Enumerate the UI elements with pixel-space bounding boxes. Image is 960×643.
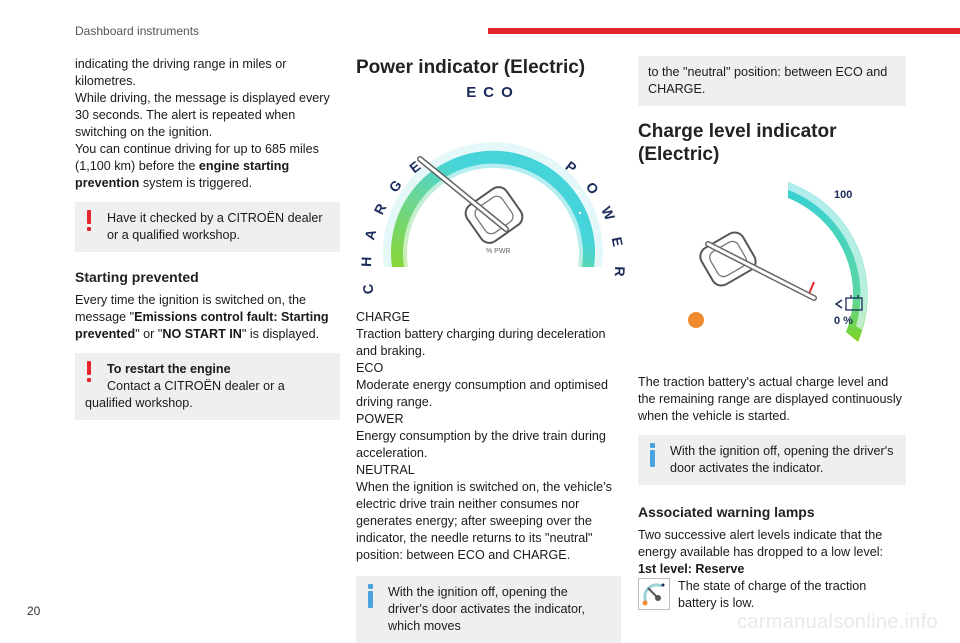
warning-exclamation-icon: [87, 210, 92, 232]
def-item: [356, 360, 621, 411]
gauge-letter: E: [608, 235, 627, 248]
starting-prevented-heading: Starting prevented: [75, 269, 199, 285]
warning-text: Have it checked by a CITROËN dealer or a qualified workshop.: [107, 211, 323, 242]
reserve-lamp-desc: The state of charge of the traction battery is low.: [678, 579, 867, 610]
intro-bold: engine starting prevention: [75, 159, 290, 190]
warning-lamps-heading: Associated warning lamps: [638, 504, 815, 520]
gauge-letter: R: [370, 200, 390, 218]
power-indicator-gauge: [356, 79, 629, 296]
power-indicator-heading: Power indicator (Electric): [356, 57, 586, 78]
column-3: [638, 56, 906, 612]
sp-text-b: " or ": [135, 327, 163, 341]
charge-max-label: 100: [834, 189, 853, 201]
def-item: [356, 411, 621, 462]
def-item: [356, 462, 621, 564]
sp-bold-a: Emissions control fault: Starting prevented: [75, 310, 329, 341]
page-number: 20: [27, 604, 41, 618]
def-desc: Energy consumption by the drive train during acceleration.: [356, 429, 606, 460]
info-text: With the ignition off, opening the driver's door activates the indicator, which moves: [388, 585, 586, 633]
sp-bold-b: NO START IN: [162, 327, 242, 341]
def-desc: Moderate energy consumption and optimised driving range.: [356, 378, 609, 409]
gauge-letter: P: [562, 157, 580, 177]
gauge-letter: H: [357, 256, 375, 268]
header-red-bar: [488, 28, 960, 34]
column-2: [356, 56, 629, 643]
info-box-continued: [638, 56, 906, 106]
gauge-letter: O: [582, 178, 603, 198]
info-continued-text: to the "neutral" position: between ECO and CHARGE.: [648, 65, 888, 96]
info-box-power: [356, 576, 621, 643]
def-item: [356, 309, 621, 360]
power-definitions: [356, 309, 621, 564]
reserve-lamp-icon: [638, 578, 670, 610]
starting-prevented-text: [75, 292, 340, 343]
restart-title: To restart the engine: [107, 362, 231, 376]
charge-paragraph: The traction battery's actual charge level and the remaining range are displayed continuously when the vehicle is started.: [638, 375, 902, 423]
gauge-letter: E: [406, 157, 424, 177]
warning-exclamation-icon: [87, 361, 92, 383]
charge-level-gauge: [638, 172, 906, 362]
section-title: Dashboard instruments: [75, 24, 200, 38]
intro-paragraph: [75, 56, 340, 192]
intro-line-3: You can continue driving for up to 685 miles (1,100 km) before the: [75, 142, 319, 173]
charge-gauge-hub: [697, 229, 760, 289]
warning-box-checked: [75, 202, 340, 252]
def-term: NEUTRAL: [356, 463, 415, 477]
info-text: With the ignition off, opening the driver's door activates the indicator.: [670, 444, 894, 475]
info-icon: [650, 443, 656, 467]
def-term: CHARGE: [356, 310, 410, 324]
sp-text-c: " is displayed.: [241, 327, 320, 341]
warning-box-restart: [75, 353, 340, 420]
sp-text-a: Every time the ignition is switched on, the message ": [75, 293, 306, 324]
orange-warning-lamp: [688, 312, 704, 328]
charge-indicator-heading: Charge level indicator (Electric): [638, 121, 837, 165]
gauge-letter: A: [361, 227, 380, 242]
def-term: POWER: [356, 412, 404, 426]
watermark: carmanualsonline.info: [737, 611, 938, 633]
info-icon: [368, 584, 374, 608]
reserve-lamp-row: [638, 578, 906, 612]
reserve-level-label: 1st level: Reserve: [638, 562, 745, 576]
gauge-letter: C: [359, 282, 377, 296]
gauge-letter: G: [385, 176, 405, 196]
intro-line-2: While driving, the message is displayed every 30 seconds. The alert is repeated when switching on the ignition.: [75, 91, 330, 139]
column-1: [75, 56, 340, 420]
def-desc: When the ignition is switched on, the vehicle’s electric drive train neither consumes nor generates energy; after sweeping over the indicator, the needle returns to its "neutral" position: between ECO and CHARGE.: [356, 480, 612, 562]
info-box-charge: [638, 435, 906, 485]
gauge-label-eco: ECO: [466, 84, 520, 101]
gauge-unit-label: % PWR: [486, 248, 511, 255]
warning-lamps-text: Two successive alert levels indicate that the energy available has dropped to a low level:: [638, 528, 884, 559]
def-term: ECO: [356, 361, 384, 375]
def-desc: Traction battery charging during deceleration and braking.: [356, 327, 606, 358]
intro-tail: system is triggered.: [139, 176, 253, 190]
restart-text: Contact a CITROËN dealer or a qualified workshop.: [85, 379, 285, 410]
gauge-letter: W: [598, 203, 619, 223]
charge-min-label: 0 %: [834, 315, 853, 327]
intro-line-1: indicating the driving range in miles or kilometres.: [75, 57, 287, 88]
gauge-hub: [462, 183, 527, 247]
gauge-letter: R: [611, 266, 629, 277]
